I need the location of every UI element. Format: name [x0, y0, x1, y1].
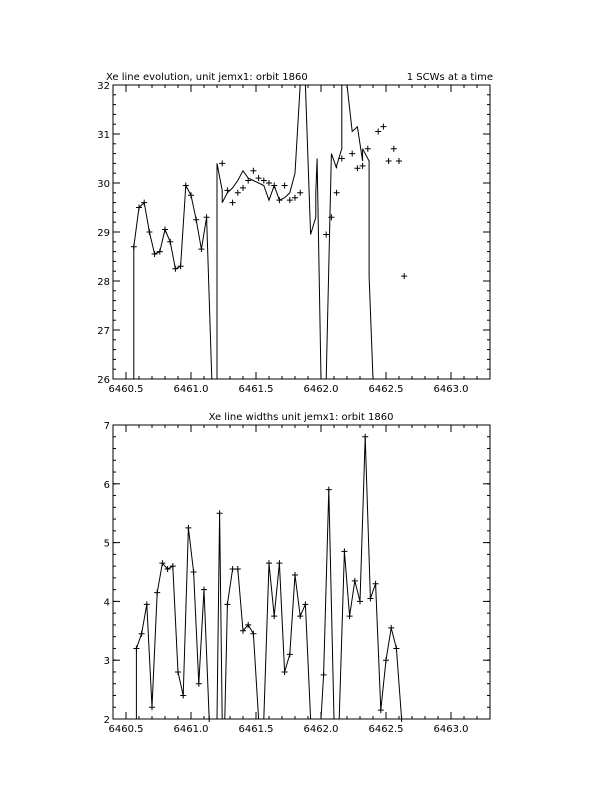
data-point-marker — [357, 598, 363, 604]
data-point-marker — [250, 168, 256, 174]
data-point-marker — [386, 158, 392, 164]
line-evolution-chart — [97, 72, 493, 395]
data-point-marker — [230, 566, 236, 572]
data-point-marker — [334, 190, 340, 196]
y-tick-label: 29 — [97, 228, 110, 239]
data-point-marker — [185, 525, 191, 531]
data-point-marker — [180, 692, 186, 698]
data-point-marker — [157, 249, 163, 255]
data-point-marker — [144, 601, 150, 607]
x-tick-label: 6461.5 — [238, 384, 274, 395]
x-tick-label: 6460.5 — [108, 724, 144, 735]
data-point-marker — [139, 631, 145, 637]
data-point-marker — [341, 548, 347, 554]
y-tick-label: 4 — [103, 597, 110, 609]
data-point-marker — [235, 566, 241, 572]
y-tick-label: 30 — [97, 179, 110, 190]
x-tick-label: 6461.0 — [173, 724, 209, 735]
data-point-marker — [217, 510, 223, 516]
data-point-marker — [271, 613, 277, 619]
data-point-marker — [391, 146, 397, 152]
data-point-marker — [388, 625, 394, 631]
axis-ticks — [113, 85, 490, 379]
data-point-marker — [352, 578, 358, 584]
data-point-marker — [219, 160, 225, 166]
data-point-marker — [378, 707, 384, 713]
data-point-marker — [373, 581, 379, 587]
plot-frame — [113, 85, 490, 379]
data-point-marker — [323, 231, 329, 237]
data-point-marker — [282, 182, 288, 188]
y-tick-label: 32 — [97, 81, 110, 92]
data-point-marker — [383, 657, 389, 663]
data-point-marker — [401, 273, 407, 279]
data-point-marker — [206, 716, 212, 722]
x-tick-label: 6462.0 — [303, 724, 339, 735]
data-point-marker — [287, 651, 293, 657]
x-tick-label: 6463.0 — [433, 724, 469, 735]
data-line — [134, 85, 404, 379]
chart-subtitle: 1 SCWs at a time — [406, 72, 493, 83]
data-point-marker — [224, 187, 230, 193]
x-tick-label: 6461.5 — [238, 724, 274, 735]
data-point-marker — [235, 190, 241, 196]
data-point-marker — [204, 214, 210, 220]
data-point-marker — [297, 613, 303, 619]
y-tick-label: 6 — [103, 479, 110, 491]
y-tick-label: 26 — [97, 375, 110, 386]
x-tick-label: 6460.5 — [108, 384, 144, 395]
data-point-marker — [362, 434, 368, 440]
data-point-marker — [282, 669, 288, 675]
y-tick-label: 27 — [97, 326, 110, 337]
axis-tick-labels — [104, 421, 469, 735]
x-tick-label: 6462.5 — [368, 724, 404, 735]
data-point-marker — [178, 263, 184, 269]
data-point-marker — [131, 244, 137, 250]
data-point-marker — [302, 601, 308, 607]
data-point-marker — [360, 163, 366, 169]
y-tick-label: 31 — [97, 130, 110, 141]
data-point-marker — [297, 190, 303, 196]
data-point-marker — [326, 487, 332, 493]
data-point-marker — [133, 645, 139, 651]
chart-title: Xe line evolution, unit jemx1: orbit 1860 — [106, 72, 308, 83]
y-tick-label: 3 — [103, 656, 110, 668]
data-point-marker — [266, 180, 272, 186]
y-tick-label: 2 — [103, 715, 110, 726]
data-point-marker — [276, 560, 282, 566]
data-point-marker — [146, 229, 152, 235]
data-point-marker — [354, 165, 360, 171]
data-point-marker — [276, 197, 282, 203]
data-point-marker — [380, 124, 386, 130]
data-point-marker — [149, 704, 155, 710]
data-point-marker — [261, 178, 267, 184]
y-tick-label: 5 — [103, 538, 110, 550]
data-point-marker — [349, 151, 355, 157]
data-point-marker — [191, 569, 197, 575]
data-point-marker — [347, 613, 353, 619]
data-point-marker — [256, 175, 262, 181]
data-point-marker — [287, 197, 293, 203]
data-point-marker — [170, 563, 176, 569]
series-line — [136, 437, 404, 719]
data-point-marker — [367, 595, 373, 601]
data-point-marker — [328, 214, 334, 220]
data-line — [136, 437, 404, 719]
data-point-marker — [292, 195, 298, 201]
data-point-marker — [198, 246, 204, 252]
axis-tick-labels — [97, 81, 468, 395]
data-point-marker — [201, 587, 207, 593]
data-point-marker — [321, 672, 327, 678]
data-point-marker — [365, 146, 371, 152]
y-tick-label: 7 — [103, 421, 110, 432]
plot-frame — [113, 425, 490, 719]
data-point-marker — [230, 200, 236, 206]
data-point-marker — [152, 251, 158, 257]
chart-title: Xe line widths unit jemx1: orbit 1860 — [208, 412, 394, 423]
axis-ticks — [113, 425, 490, 719]
data-point-marker — [183, 182, 189, 188]
data-point-marker — [196, 681, 202, 687]
data-point-marker — [175, 669, 181, 675]
x-tick-label: 6462.5 — [368, 384, 404, 395]
data-point-marker — [271, 182, 277, 188]
data-point-marker — [250, 631, 256, 637]
x-tick-label: 6461.0 — [173, 384, 209, 395]
x-tick-label: 6463.0 — [433, 384, 469, 395]
data-point-marker — [396, 158, 402, 164]
y-tick-label: 28 — [97, 277, 110, 288]
series-line — [134, 85, 404, 379]
data-point-marker — [172, 266, 178, 272]
data-point-marker — [224, 601, 230, 607]
data-point-marker — [193, 217, 199, 223]
data-point-marker — [162, 227, 168, 233]
data-point-marker — [154, 590, 160, 596]
data-point-marker — [266, 560, 272, 566]
data-point-marker — [292, 572, 298, 578]
line-widths-chart — [104, 412, 490, 735]
data-point-marker — [188, 192, 194, 198]
data-point-marker — [167, 239, 173, 245]
data-point-marker — [245, 178, 251, 184]
data-point-marker — [240, 185, 246, 191]
x-tick-label: 6462.0 — [303, 384, 339, 395]
data-point-marker — [375, 129, 381, 135]
data-point-marker — [393, 645, 399, 651]
